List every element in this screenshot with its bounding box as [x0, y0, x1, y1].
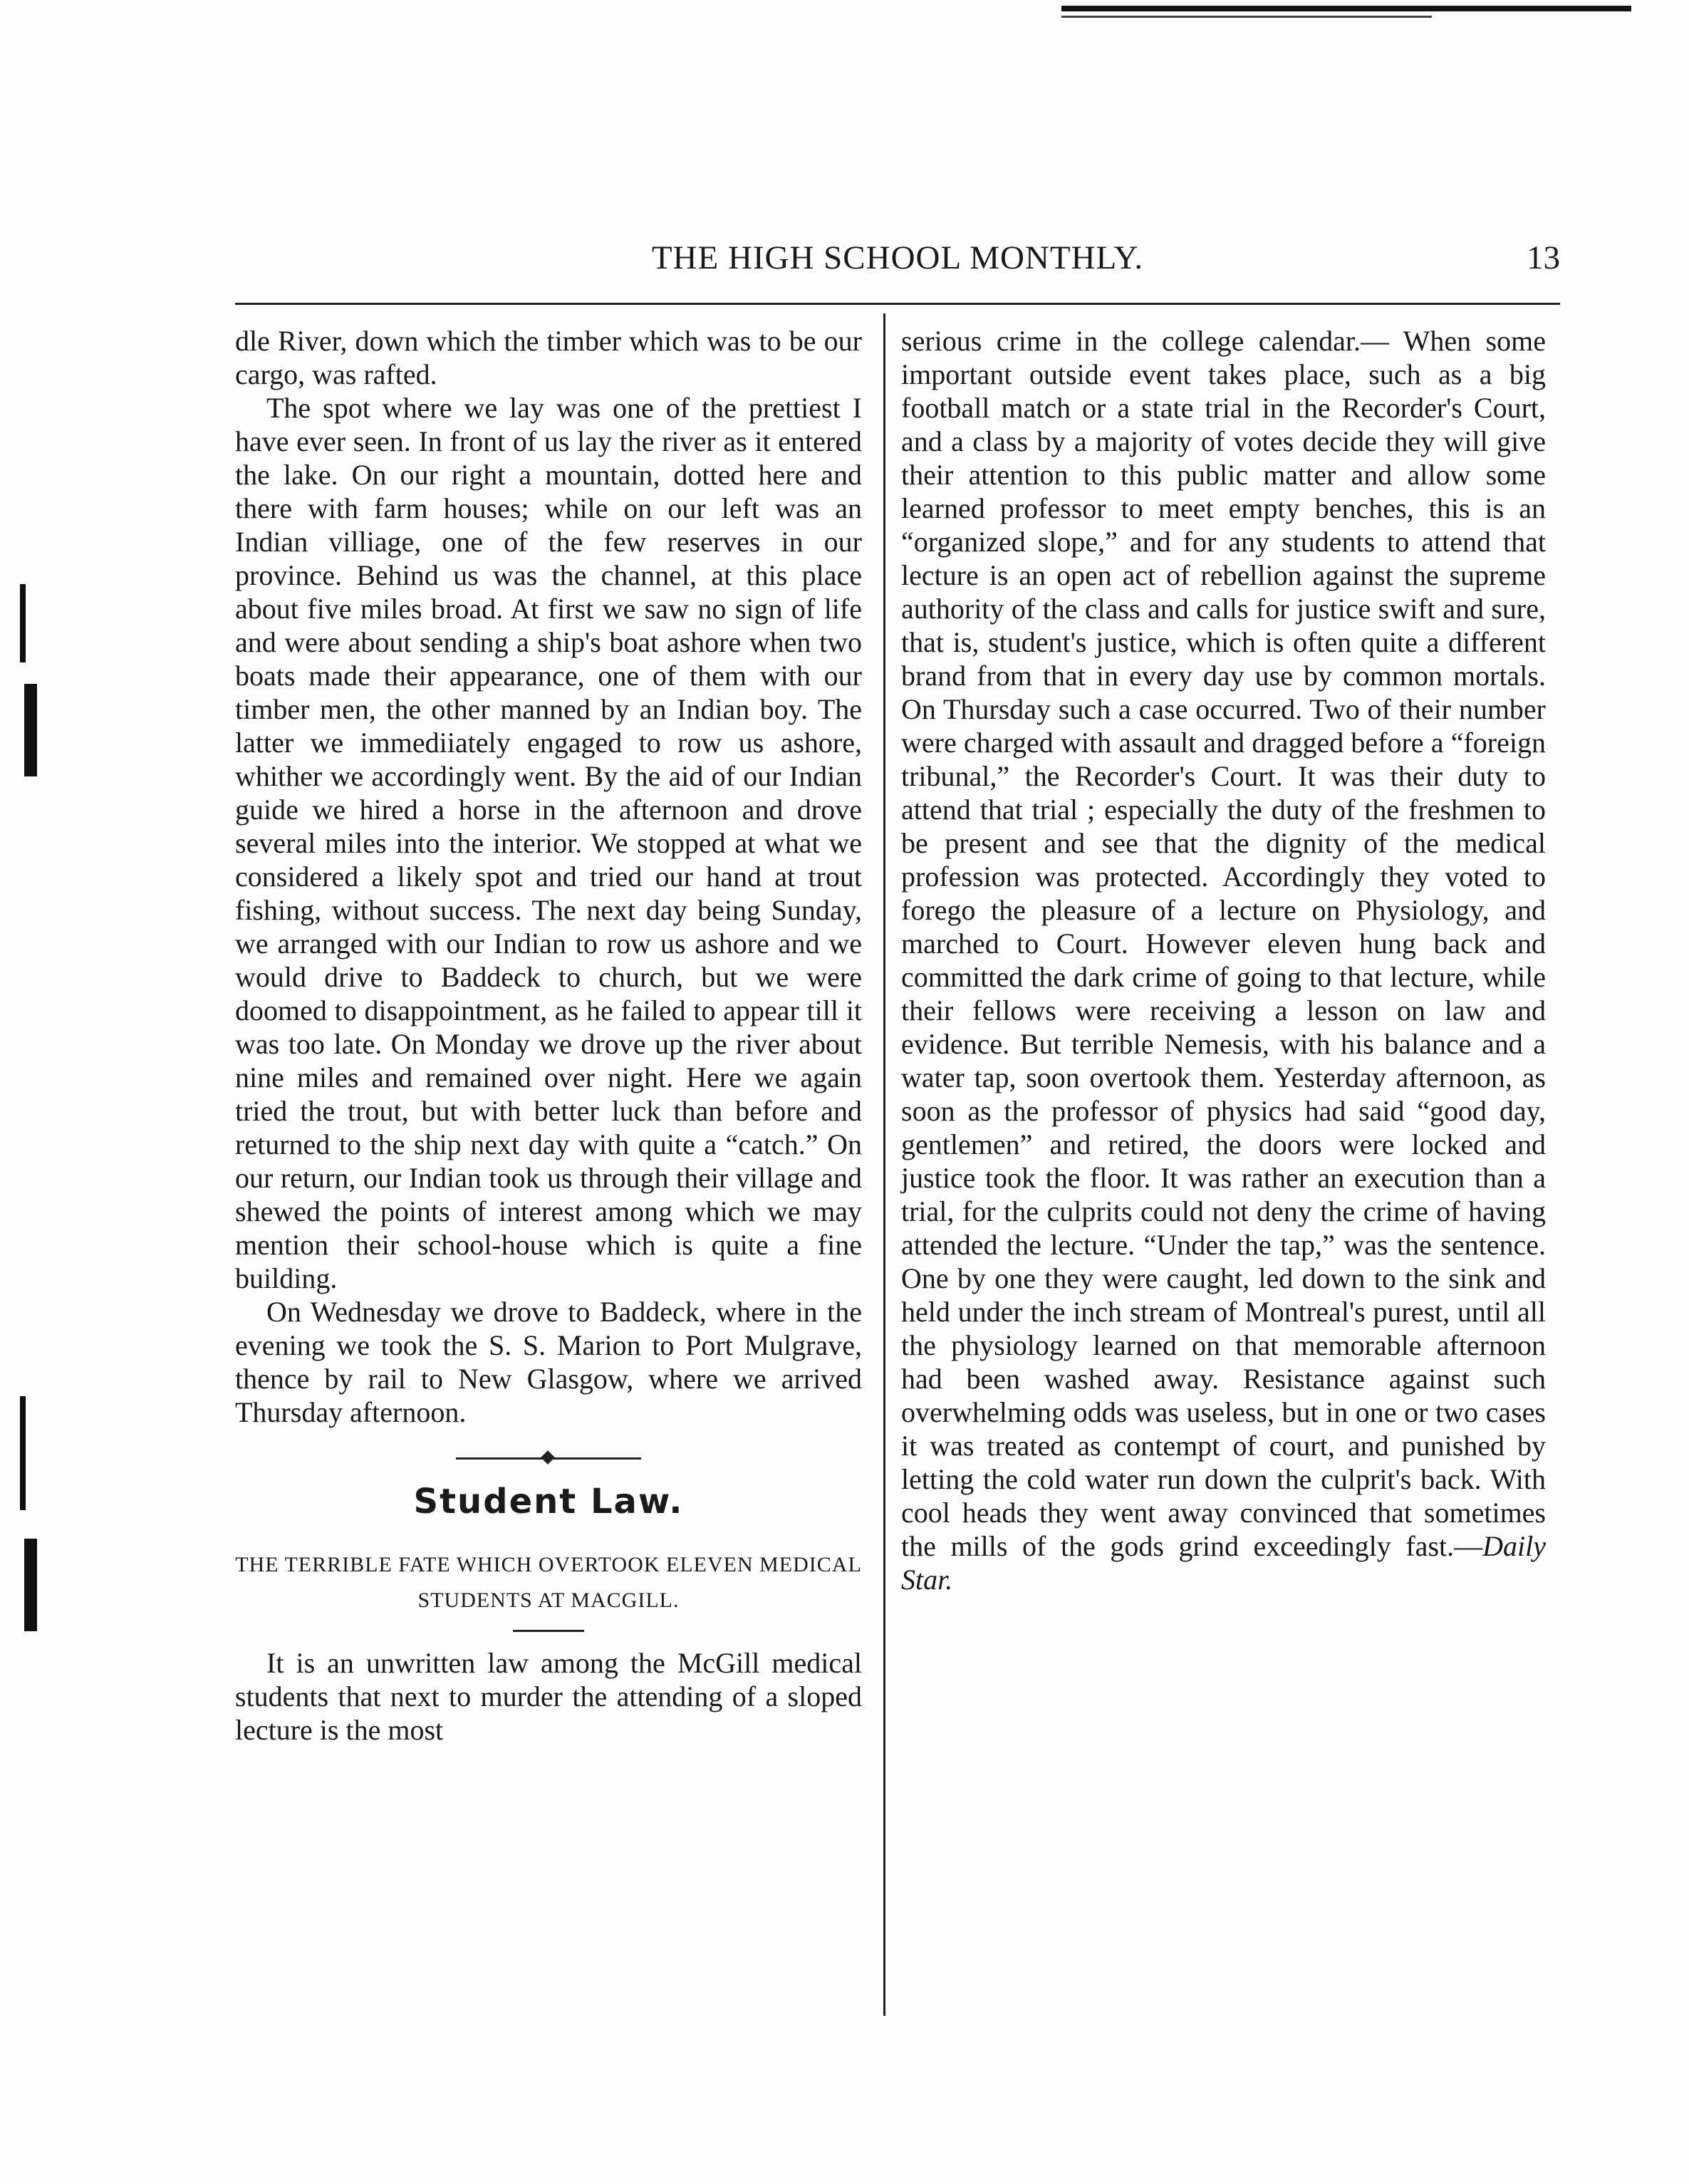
- article-intro: It is an unwritten law among the McGill medical students that next to murder the attending of a sloped lecture is the most: [235, 1647, 862, 1746]
- article-body: [901, 324, 1546, 1596]
- paragraph: On Wednesday we drove to Baddeck, where in the evening we took the S. S. Marion to Port Mulgrave, thence by rail to New Glasgow, where we arrived Thursday afternoon.: [235, 1296, 862, 1428]
- running-title: THE HIGH SCHOOL MONTHLY.: [651, 239, 1144, 276]
- paragraph: The spot where we lay was one of the prettiest I have ever seen. In front of us lay the river as it entered the lake. On our right a mountain, dotted here and there with farm houses; while on our left was an Indian villiage, one of the few reserves in our province. Behind us was the channel, at this place about five miles broad. At first we saw no sign of life and were about sending a ship's boat ashore when two boats made their appearance, one of them with our timber men, the other manned by an Indian boy. The latter we immediiately engaged to row us ashore, whither we accordingly went. By the aid of our Indian guide we hired a horse in the afternoon and drove several miles into the interior. We stopped at what we considered a likely spot and tried our hand at trout fishing, without success. The next day being Sunday, we arranged with our Indian to row us ashore and we would drive to Baddeck to church, but we were doomed to disappointment, as he failed to appear till it was too late. On Monday we drove up the river about nine miles and remained over night. Here we again tried the trout, but with better luck than before and returned to the ship next day with quite a “catch.” On our return, our Indian took us through their village and shewed the points of interest among which we may mention their school-house which is quite a fine building.: [235, 392, 862, 1294]
- binding-mark: [24, 684, 37, 776]
- diamond-icon: [541, 1450, 555, 1465]
- left-column: [235, 324, 862, 1747]
- right-column: [901, 324, 1546, 1596]
- article-subheading: THE TERRIBLE FATE WHICH OVERTOOK ELEVEN MEDICAL STUDENTS AT MACGILL.: [235, 1553, 862, 1612]
- top-border-rule: [1061, 6, 1631, 11]
- header-rule: [235, 303, 1560, 305]
- top-border-rule-thin: [1061, 16, 1432, 18]
- section-ornament: [456, 1457, 641, 1460]
- page-header: [235, 239, 1560, 281]
- page-number: 13: [1527, 239, 1560, 276]
- paragraph: dle River, down which the timber which was to be our cargo, was rafted.: [235, 325, 862, 390]
- article-continuation: serious crime in the college calendar.— When some important outside event takes place, such as a big football match or a state trial in the Recorder's Court, and a class by a majority of votes decide they will give their attention to this public matter and allow some learned professor to meet empty benches, this is an “organized slope,” and for any students to attend that lecture is an open act of rebellion against the supreme authority of the class and calls for justice swift and sure, that is, student's justice, which is often quite a different brand from that in every day use by common mortals. On Thursday such a case occurred. Two of their number were charged with assault and dragged before a “foreign tribunal,” the Recorder's Court. It was their duty to attend that trial ; especially the duty of the freshmen to be present and see that the dignity of the medical profession was protected. Accordingly they voted to forego the pleasure of a lecture on Physiology, and marched to Court. However eleven hung back and committed the dark crime of going to that lecture, while their fellows were receiving a lesson on law and evidence. But terrible Nemesis, with his balance and a water tap, soon overtook them. Yesterday afternoon, as soon as the professor of physics had said “good day, gentlemen” and retired, the doors were locked and justice took the floor. It was rather an execution than a trial, for the culprits could not deny the crime of having attended the lecture. “Under the tap,” was the sentence. One by one they were caught, led down to the sink and held under the inch stream of Montreal's purest, until all the physiology learned on that memorable afternoon had been washed away. Resistance against such overwhelming odds was useless, but in one or two cases it was treated as contempt of court, and punished by letting the cold water run down the culprit's back. With cool heads they went away convinced that sometimes the mills of the gods grind exceedingly fast.—: [901, 325, 1546, 1562]
- subheading-rule: [513, 1630, 584, 1632]
- article-source: Daily Star.: [901, 1530, 1546, 1596]
- article-title: Student Law.: [413, 1482, 684, 1522]
- binding-mark: [20, 584, 26, 662]
- column-divider: [883, 313, 885, 2016]
- binding-mark: [20, 1396, 26, 1510]
- binding-mark: [24, 1539, 37, 1631]
